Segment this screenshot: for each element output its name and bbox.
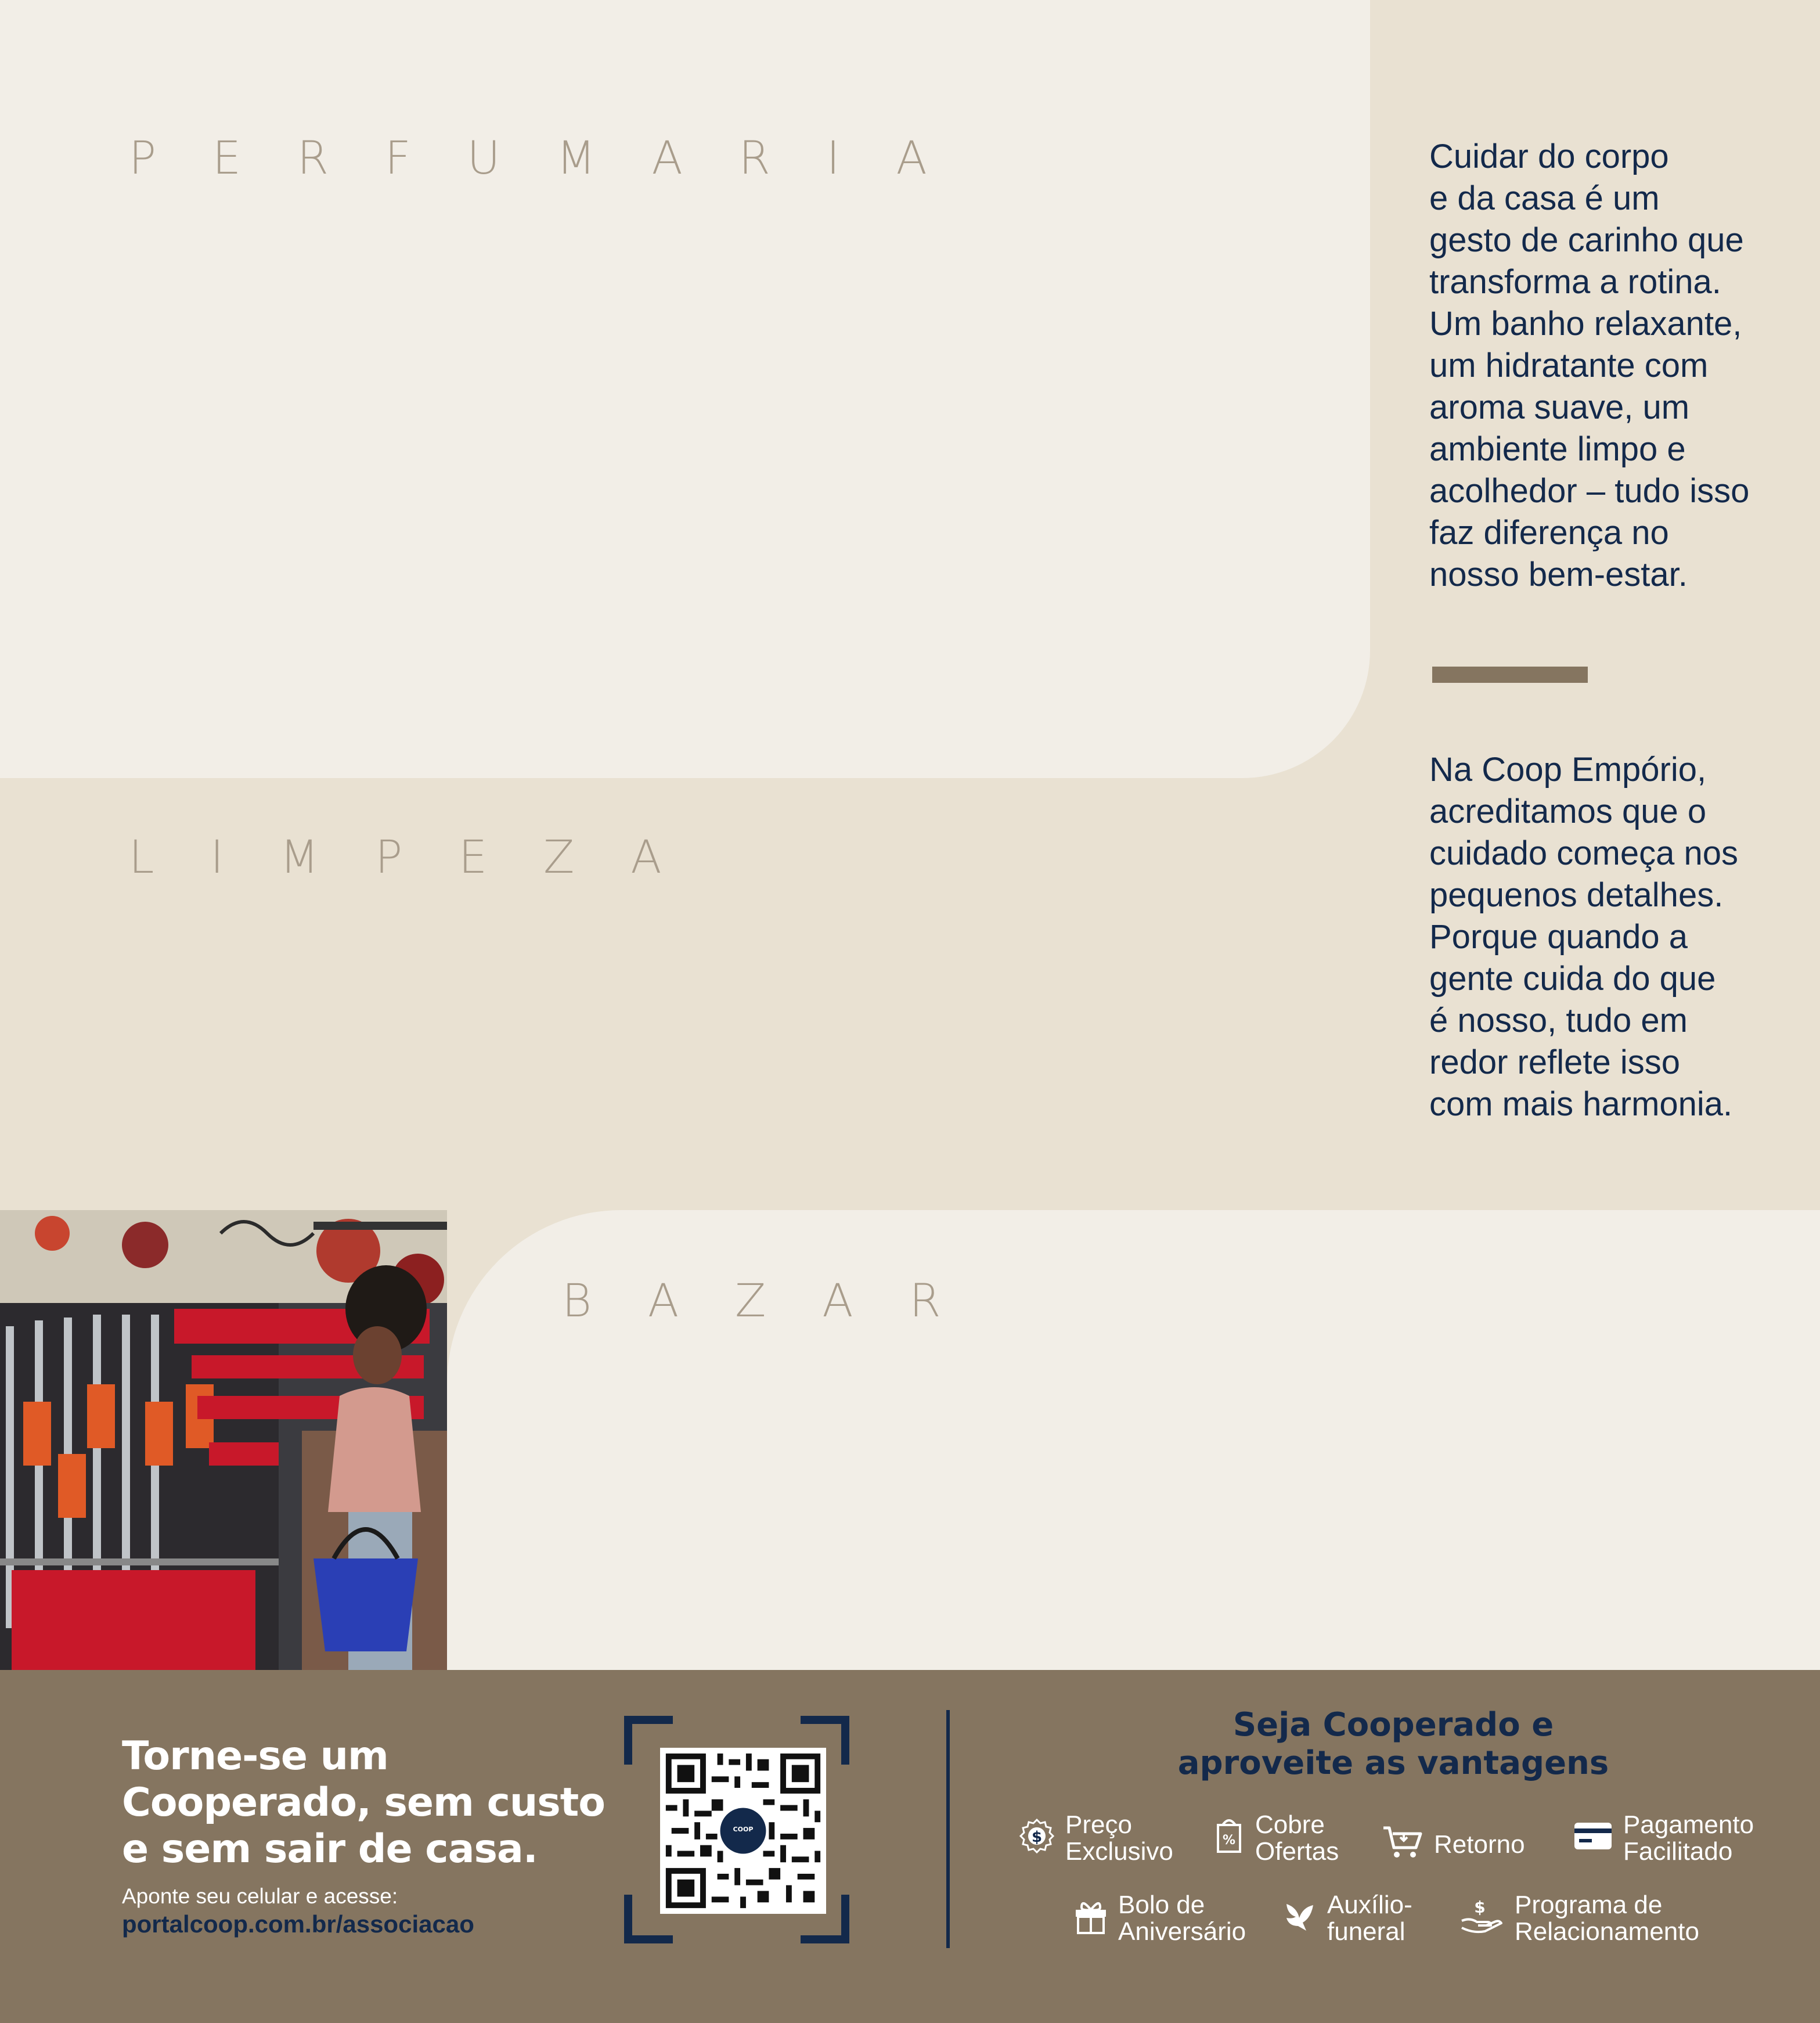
intro-line: é nosso, tudo em	[1429, 1002, 1688, 1039]
benefit-label: Preço Exclusivo	[1065, 1810, 1173, 1866]
benefit-label: Cobre Ofertas	[1255, 1810, 1339, 1866]
intro-line: faz diferença no	[1429, 514, 1669, 552]
benefit-label: Programa de Relacionamento	[1515, 1891, 1699, 1946]
footer-vertical-divider	[946, 1710, 950, 1948]
intro-paragraph-2	[1429, 749, 1778, 1125]
intro-line: acreditamos que o	[1429, 793, 1707, 830]
qr-code-frame[interactable]	[624, 1716, 849, 1943]
benefits-title-line: Seja Cooperado e	[1232, 1706, 1554, 1744]
benefit-label: Retorno	[1434, 1830, 1525, 1859]
benefit-label: Auxílio- funeral	[1327, 1891, 1412, 1946]
intro-line: redor reflete isso	[1429, 1043, 1680, 1081]
dollar-badge-icon	[1019, 1818, 1055, 1859]
cart-icon	[1382, 1824, 1423, 1864]
intro-line: Porque quando a	[1429, 918, 1688, 956]
perfumaria-panel	[0, 0, 1370, 778]
cta-title	[122, 1733, 644, 1873]
store-photo-illustration	[0, 1210, 447, 1670]
svg-text:$: $	[1474, 1897, 1486, 1917]
intro-line: um hidratante com	[1429, 347, 1709, 384]
benefits-title-line: aproveite as vantagens	[1177, 1744, 1609, 1782]
intro-line: aroma suave, um	[1429, 388, 1690, 426]
intro-line: transforma a rotina.	[1429, 263, 1721, 301]
cta-title-line: e sem sair de casa.	[122, 1826, 538, 1872]
intro-line: pequenos detalhes.	[1429, 876, 1724, 914]
benefits-title	[1103, 1706, 1684, 1783]
benefit-cobre-ofertas	[1213, 1812, 1339, 1865]
intro-line: ambiente limpo e	[1429, 430, 1686, 468]
qr-code	[660, 1748, 826, 1914]
intro-line: Cuidar do corpo	[1429, 138, 1669, 175]
intro-line: cuidado começa nos	[1429, 834, 1738, 872]
svg-text:$: $	[1031, 1828, 1043, 1846]
intro-paragraph-1	[1429, 136, 1778, 596]
qr-logo-text: COOP	[733, 1826, 754, 1833]
intro-line: gesto de carinho que	[1429, 221, 1744, 259]
intro-line: Um banho relaxante,	[1429, 305, 1742, 343]
benefit-pagamento-facilitado	[1573, 1812, 1754, 1865]
intro-line: com mais harmonia.	[1429, 1085, 1733, 1123]
cta-subtitle: Aponte seu celular e acesse:	[122, 1884, 398, 1908]
intro-line: e da casa é um	[1429, 179, 1660, 217]
credit-card-icon	[1573, 1822, 1613, 1856]
benefit-bolo-aniversario	[1074, 1892, 1246, 1945]
intro-line: gente cuida do que	[1429, 960, 1716, 998]
offer-tag-icon	[1213, 1817, 1245, 1860]
benefit-programa-relacionamento	[1460, 1892, 1699, 1945]
intro-line: Na Coop Empório,	[1429, 751, 1707, 789]
section-title-limpeza: L I M P E Z A	[129, 831, 683, 884]
gift-icon	[1074, 1898, 1108, 1939]
benefit-label: Pagamento Facilitado	[1623, 1810, 1754, 1866]
section-title-bazar: B A Z A R	[562, 1275, 962, 1327]
money-hand-icon	[1460, 1898, 1504, 1940]
benefit-label: Bolo de Aniversário	[1118, 1891, 1246, 1946]
cta-title-line: Cooperado, sem custo	[122, 1780, 605, 1826]
svg-text:%: %	[1222, 1833, 1236, 1848]
section-title-perfumaria: P E R F U M A R I A	[129, 132, 948, 185]
cta-url-link[interactable]: portalcoop.com.br/associacao	[122, 1910, 474, 1938]
cta-title-line: Torne-se um	[122, 1733, 388, 1779]
benefit-retorno	[1382, 1824, 1525, 1864]
benefit-preco-exclusivo	[1019, 1812, 1173, 1865]
store-photo	[0, 1210, 447, 1670]
intro-line: nosso bem-estar.	[1429, 556, 1688, 593]
intro-line: acolhedor – tudo isso	[1429, 472, 1750, 510]
divider-bar	[1432, 667, 1588, 683]
dove-icon	[1283, 1898, 1317, 1939]
benefit-auxilio-funeral	[1283, 1892, 1412, 1945]
